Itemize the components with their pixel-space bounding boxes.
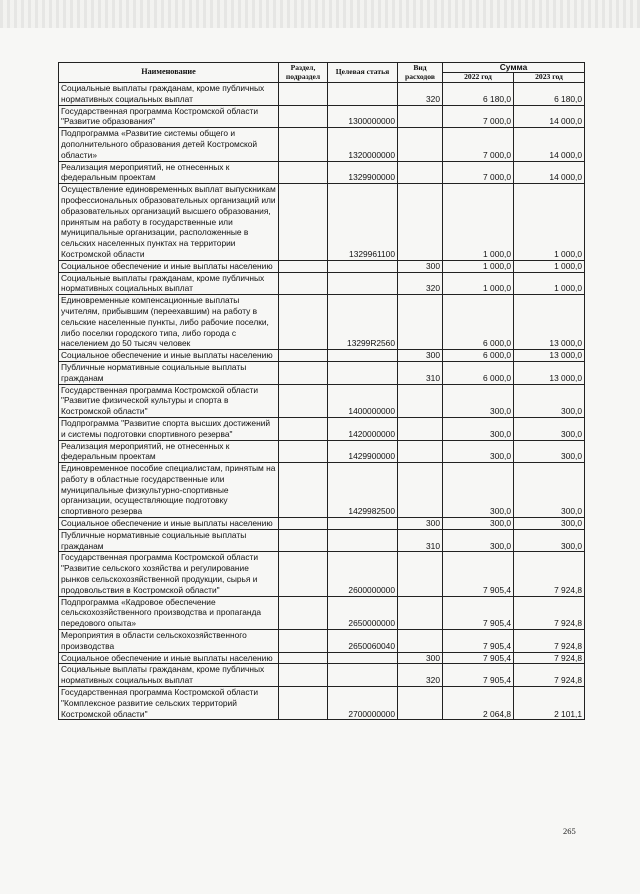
row-target-code [328,350,398,362]
row-expense-type: 320 [398,664,443,687]
row-expense-type: 300 [398,350,443,362]
header-year-2023: 2023 год [514,73,585,83]
table-row [59,440,585,463]
table-row [59,184,585,261]
row-section [279,630,328,653]
header-section: Раздел, подраздел [279,63,328,83]
table-row [59,295,585,350]
row-expense-type [398,417,443,440]
row-name: Социальное обеспечение и иные выплаты населению [59,350,279,362]
row-sum-2023: 300,0 [514,440,585,463]
row-target-code [328,83,398,106]
row-sum-2023: 2 101,1 [514,687,585,720]
row-name: Государственная программа Костромской области "Развитие образования" [59,105,279,128]
table-row [59,417,585,440]
row-sum-2022: 1 000,0 [443,184,514,261]
row-section [279,529,328,552]
row-expense-type: 300 [398,518,443,530]
table-row [59,128,585,161]
row-name: Реализация мероприятий, не отнесенных к федеральным проектам [59,440,279,463]
row-expense-type [398,630,443,653]
row-sum-2023: 7 924,8 [514,630,585,653]
table-row [59,529,585,552]
row-sum-2023: 300,0 [514,529,585,552]
row-name: Социальное обеспечение и иные выплаты населению [59,260,279,272]
row-sum-2022: 300,0 [443,529,514,552]
row-target-code: 1329900000 [328,161,398,184]
row-section [279,184,328,261]
row-sum-2023: 7 924,8 [514,596,585,629]
table-row [59,652,585,664]
row-expense-type [398,128,443,161]
row-sum-2022: 7 905,4 [443,652,514,664]
row-sum-2022: 7 000,0 [443,105,514,128]
table-row [59,518,585,530]
row-name: Мероприятия в области сельскохозяйственного производства [59,630,279,653]
row-section [279,687,328,720]
row-target-code: 1429982500 [328,463,398,518]
table-row [59,105,585,128]
row-sum-2022: 6 000,0 [443,295,514,350]
row-target-code: 2700000000 [328,687,398,720]
row-name: Подпрограмма "Развитие спорта высших достижений и системы подготовки спортивного резерва" [59,417,279,440]
row-target-code [328,260,398,272]
row-name: Государственная программа Костромской области "Развитие сельского хозяйства и регулирование рынков сельскохозяйственной продукции, сырья и продовольствия в Костромской области" [59,552,279,596]
row-name: Социальные выплаты гражданам, кроме публичных нормативных социальных выплат [59,664,279,687]
row-name: Единовременные компенсационные выплаты учителям, прибывшим (переехавшим) на работу в сельские населенные пункты, либо рабочие поселки, либо поселки городского типа, либо города с населением до 50 тысяч человек [59,295,279,350]
row-sum-2023: 6 180,0 [514,83,585,106]
row-sum-2022: 6 000,0 [443,361,514,384]
row-name: Социальное обеспечение и иные выплаты населению [59,652,279,664]
row-name: Государственная программа Костромской области "Комплексное развитие сельских территорий Костромской области" [59,687,279,720]
row-section [279,295,328,350]
row-expense-type: 310 [398,361,443,384]
table-row [59,552,585,596]
row-sum-2023: 300,0 [514,463,585,518]
row-sum-2023: 7 924,8 [514,552,585,596]
row-target-code: 1300000000 [328,105,398,128]
row-expense-type [398,552,443,596]
row-target-code: 2650060040 [328,630,398,653]
row-expense-type [398,440,443,463]
row-expense-type [398,687,443,720]
row-sum-2022: 300,0 [443,384,514,417]
row-expense-type [398,105,443,128]
row-section [279,417,328,440]
row-sum-2022: 6 180,0 [443,83,514,106]
row-expense-type [398,596,443,629]
table-row [59,260,585,272]
row-sum-2022: 1 000,0 [443,272,514,295]
row-section [279,652,328,664]
row-name: Социальные выплаты гражданам, кроме публичных нормативных социальных выплат [59,83,279,106]
row-expense-type: 300 [398,652,443,664]
row-sum-2022: 2 064,8 [443,687,514,720]
scan-artifact-strip [0,0,640,28]
row-section [279,463,328,518]
row-expense-type [398,184,443,261]
row-expense-type [398,161,443,184]
table-row [59,350,585,362]
header-type: Вид расходов [398,63,443,83]
row-expense-type [398,463,443,518]
row-section [279,83,328,106]
row-target-code: 1420000000 [328,417,398,440]
page-number: 265 [563,826,576,836]
row-section [279,518,328,530]
row-target-code: 1400000000 [328,384,398,417]
row-sum-2023: 14 000,0 [514,161,585,184]
row-target-code [328,518,398,530]
table-row [59,463,585,518]
header-name: Наименование [59,63,279,83]
row-target-code: 13299R2560 [328,295,398,350]
header-year-2022: 2022 год [443,73,514,83]
row-expense-type [398,295,443,350]
table-row [59,664,585,687]
table-body [59,83,585,720]
row-target-code [328,361,398,384]
row-target-code: 1329961100 [328,184,398,261]
row-sum-2022: 7 905,4 [443,664,514,687]
row-sum-2023: 7 924,8 [514,664,585,687]
row-section [279,105,328,128]
row-expense-type: 320 [398,272,443,295]
row-sum-2022: 7 000,0 [443,128,514,161]
row-section [279,596,328,629]
row-target-code: 2650000000 [328,596,398,629]
row-sum-2023: 1 000,0 [514,272,585,295]
header-sum: Сумма [443,63,585,73]
header-target: Целевая статья [328,63,398,83]
row-sum-2022: 7 905,4 [443,552,514,596]
row-sum-2022: 300,0 [443,417,514,440]
row-section [279,361,328,384]
row-section [279,260,328,272]
row-expense-type: 320 [398,83,443,106]
row-sum-2022: 7 000,0 [443,161,514,184]
row-target-code: 1320000000 [328,128,398,161]
table-row [59,630,585,653]
row-section [279,350,328,362]
table-row [59,596,585,629]
table-row [59,687,585,720]
row-sum-2023: 300,0 [514,384,585,417]
row-target-code [328,652,398,664]
row-sum-2023: 14 000,0 [514,105,585,128]
table-row [59,272,585,295]
row-sum-2023: 13 000,0 [514,295,585,350]
row-sum-2022: 7 905,4 [443,596,514,629]
row-sum-2023: 1 000,0 [514,184,585,261]
table-row [59,161,585,184]
row-sum-2022: 300,0 [443,518,514,530]
row-sum-2022: 1 000,0 [443,260,514,272]
row-name: Подпрограмма «Развитие системы общего и дополнительного образования детей Костромской области» [59,128,279,161]
row-section [279,552,328,596]
row-sum-2023: 1 000,0 [514,260,585,272]
row-target-code [328,272,398,295]
row-target-code: 1429900000 [328,440,398,463]
row-target-code [328,529,398,552]
row-name: Реализация мероприятий, не отнесенных к федеральным проектам [59,161,279,184]
row-sum-2022: 6 000,0 [443,350,514,362]
table-row [59,361,585,384]
row-section [279,128,328,161]
row-sum-2022: 7 905,4 [443,630,514,653]
row-sum-2023: 13 000,0 [514,350,585,362]
row-name: Социальные выплаты гражданам, кроме публичных нормативных социальных выплат [59,272,279,295]
row-expense-type: 300 [398,260,443,272]
row-expense-type: 310 [398,529,443,552]
table-row [59,83,585,106]
row-section [279,664,328,687]
row-sum-2022: 300,0 [443,463,514,518]
row-target-code: 2600000000 [328,552,398,596]
row-sum-2023: 7 924,8 [514,652,585,664]
row-sum-2022: 300,0 [443,440,514,463]
row-sum-2023: 14 000,0 [514,128,585,161]
row-name: Подпрограмма «Кадровое обеспечение сельскохозяйственного производства и пропаганда передового опыта» [59,596,279,629]
row-name: Публичные нормативные социальные выплаты гражданам [59,529,279,552]
budget-table [58,62,585,720]
table-row [59,384,585,417]
row-target-code [328,664,398,687]
row-name: Единовременное пособие специалистам, принятым на работу в областные государственные или муниципальные физкультурно-спортивные организации, осуществляющие подготовку спортивного резерва [59,463,279,518]
row-section [279,161,328,184]
row-sum-2023: 13 000,0 [514,361,585,384]
row-sum-2023: 300,0 [514,417,585,440]
row-section [279,384,328,417]
row-name: Публичные нормативные социальные выплаты гражданам [59,361,279,384]
row-name: Государственная программа Костромской области "Развитие физической культуры и спорта в Костромской области" [59,384,279,417]
row-name: Социальное обеспечение и иные выплаты населению [59,518,279,530]
row-sum-2023: 300,0 [514,518,585,530]
row-section [279,272,328,295]
row-expense-type [398,384,443,417]
row-name: Осуществление единовременных выплат выпускникам профессиональных образовательных организаций или образовательных организаций высшего образования, принятым на работу в государственные или муниципальные организации, расположенные в сельских населенных пунктах на территории Костромской области [59,184,279,261]
row-section [279,440,328,463]
